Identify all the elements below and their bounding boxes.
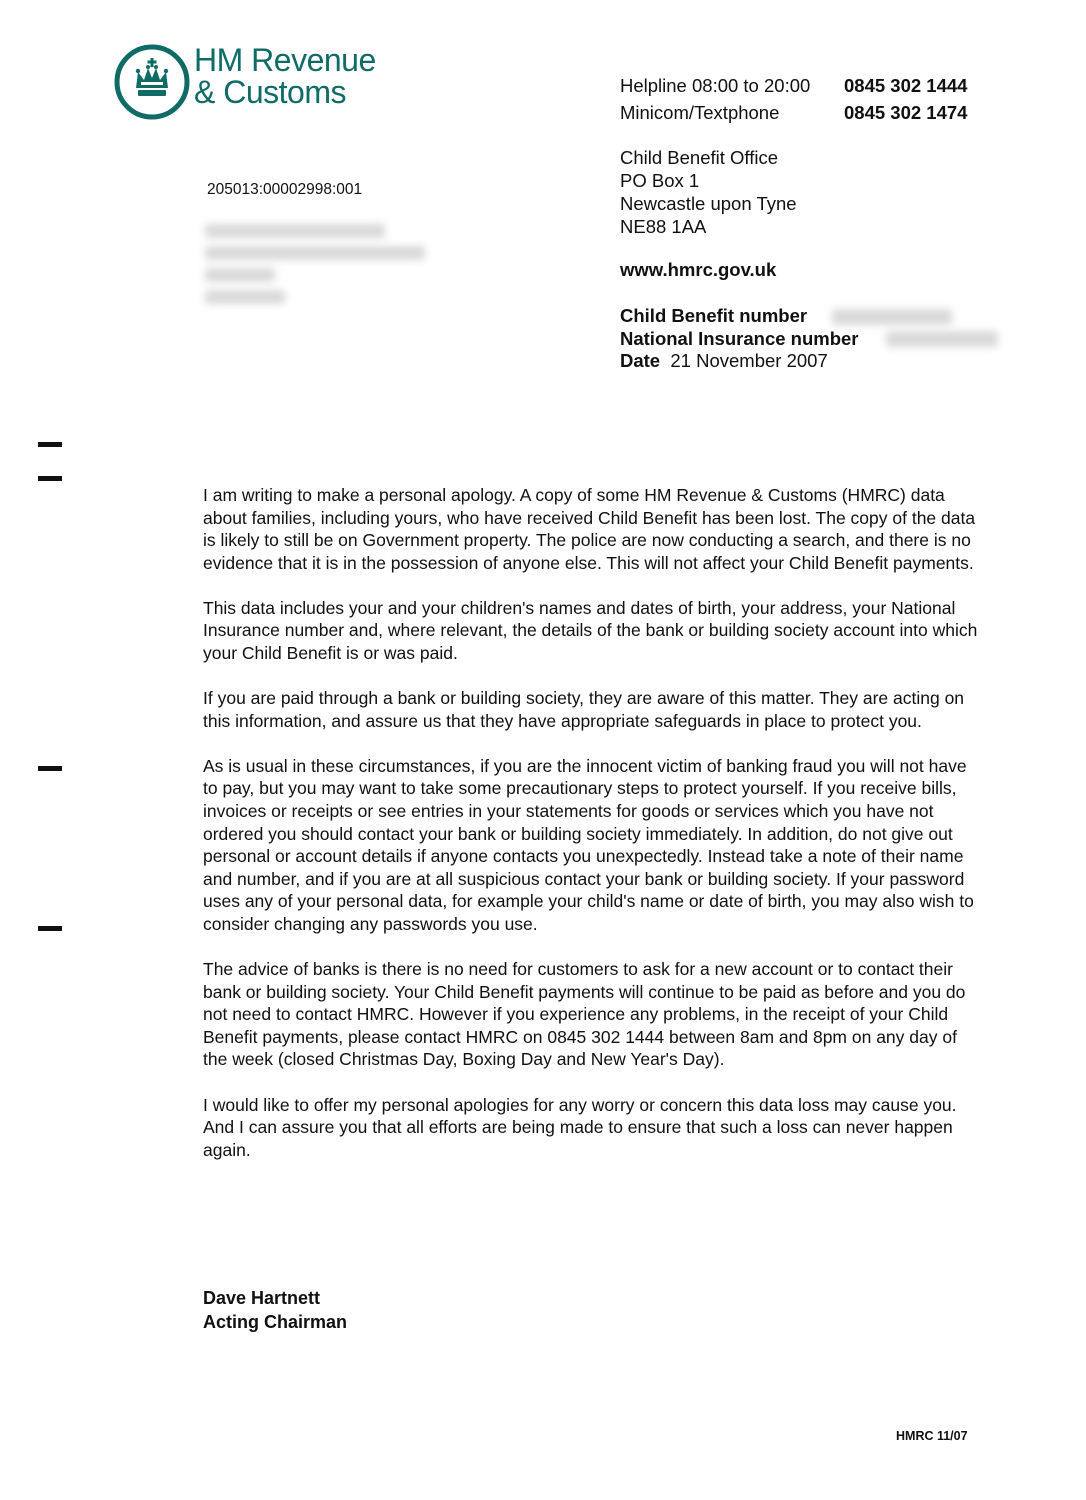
ni-number-label: National Insurance number [620,327,859,349]
office-line: Child Benefit Office [620,147,779,168]
helpline-number: 0845 302 1444 [844,75,968,96]
redacted-ni-number [886,331,998,347]
fold-mark [38,476,62,481]
body-paragraph: I would like to offer my personal apologies for any worry or concern this data loss may cause you. And I can assure you that all efforts are being made to ensure that such a loss can never happen again. [203,1094,957,1160]
fold-mark [38,926,62,931]
body-paragraph: This data includes your and your children's names and dates of birth, your address, your National Insurance number and, where relevant, the details of the bank or building society account into which your Child Benefit is or was paid. [203,597,978,664]
body-paragraph: I am writing to make a personal apology. A copy of some HM Revenue & Customs (HMRC) data about families, including yours, who have received Child Benefit has been lost. The copy of the data is likely to still be on Government property. The police are now conducting a search, and there is no evidence that it is in the possession of anyone else. This will not affect your Child Benefit payments. [203,485,976,573]
body-paragraph: The advice of banks is there is no need for customers to ask for a new account or to contact their bank or building society. Your Child Benefit payments will continue to be paid as before and you do not need to contact HMRC. However if you experience any problems, in the receipt of your Child Benefit payments, please contact HMRC on 0845 302 1444 between 8am and 8pm on any day of the week (closed Christmas Day, Boxing Day and New Year's Day). [203,959,966,1070]
office-line: PO Box 1 [620,170,700,191]
signatory-title: Acting Chairman [203,1312,348,1332]
signature-block [203,1286,347,1334]
website-link[interactable]: www.hmrc.gov.uk [620,259,777,280]
fold-mark [38,766,62,771]
helpline-label: Helpline 08:00 to 20:00 [620,75,811,96]
date-value: 21 November 2007 [670,350,828,371]
letter-reference: 205013:00002998:001 [207,181,363,198]
letter-body [203,484,983,1184]
minicom-label: Minicom/Textphone [620,102,780,123]
signatory-name: Dave Hartnett [203,1288,321,1308]
office-line: NE88 1AA [620,216,707,237]
hmrc-logo [114,44,414,124]
crown-crest-icon [114,44,190,120]
redacted-child-benefit-number [832,309,952,325]
office-line: Newcastle upon Tyne [620,193,797,214]
date-label: Date [620,350,661,371]
child-benefit-number-label: Child Benefit number [620,305,808,326]
hmrc-wordmark [194,44,376,108]
minicom-number: 0845 302 1474 [844,102,968,123]
form-code: HMRC 11/07 [896,1429,968,1443]
identifier-block [620,305,859,373]
body-paragraph: If you are paid through a bank or building society, they are aware of this matter. They are acting on this information, and assure us that they have appropriate safeguards in place to protect you. [203,688,965,731]
fold-mark [38,442,62,447]
wordmark-line2: & Customs [194,74,346,110]
office-address [620,146,797,238]
wordmark-line1: HM Revenue [194,42,376,78]
body-paragraph: As is usual in these circumstances, if you are the innocent victim of banking fraud you will not have to pay, but you may want to take some precautionary steps to protect yourself. If you receive bills, invoices or receipts or see entries in your statements for goods or services which you have not ordered you should contact your bank or building society immediately. In addition, do not give out personal or account details if anyone contacts you unexpectedly. Instead take a note of their name and number, and if you are at all suspicious contact your bank or building society. If your password uses any of your personal data, for example your child's name or date of birth, you may also wish to consider changing any passwords you use. [203,755,974,934]
